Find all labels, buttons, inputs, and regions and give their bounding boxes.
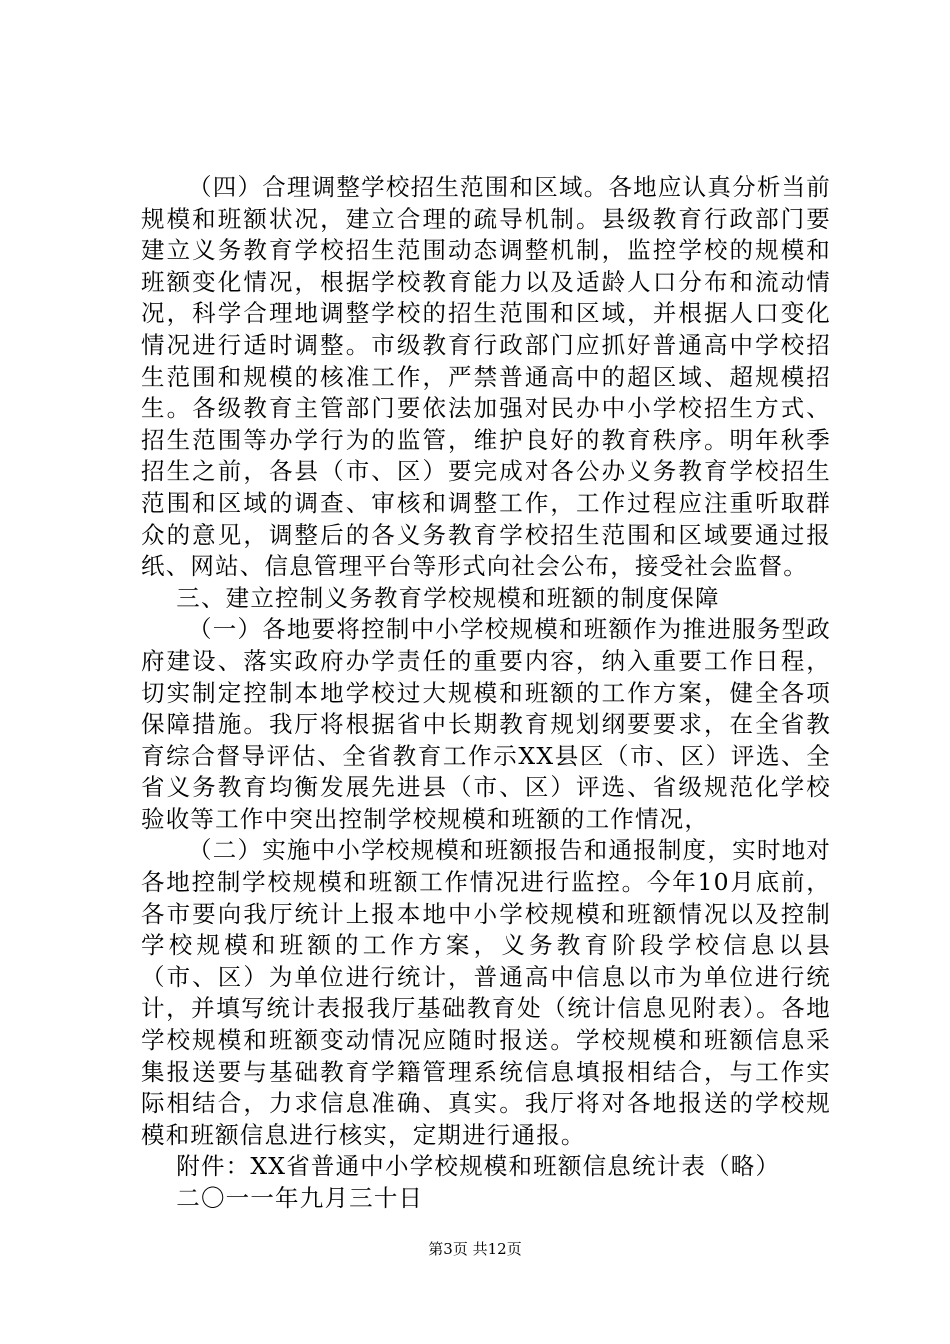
paragraph-enrollment-scope: （四）合理调整学校招生范围和区域。各地应认真分析当前规模和班额状况，建立合理的疏导机制。县级教育行政部门要建立义务教育学校招生范围动态调整机制，监控学校的规模和班额变化情况，根据学校教育能力以及适龄人口分布和流动情况，科学合理地调整学校的招生范围和区域，并根据人口变化情况进行适时调整。市级教育行政部门应抓好普通高中学校招生范围和规模的核准工作，严禁普通高中的超区域、超规模招生。各级教育主管部门要依法加强对民办中小学校招生方式、招生范围等办学行为的监管，维护良好的教育秩序。明年秋季招生之前，各县（市、区）要完成对各公办义务教育学校招生范围和区域的调查、审核和调整工作，工作过程应注重听取群众的意见，调整后的各义务教育学校招生范围和区域要通过报纸、网站、信息管理平台等形式向社会公布，接受社会监督。 (141, 173, 831, 581)
document-body (141, 172, 831, 1215)
page-footer: 第3页 共12页 (428, 1240, 522, 1258)
section-heading: 三、建立控制义务教育学校规模和班额的制度保障 (176, 583, 720, 612)
paragraph-government-responsibility: （一）各地要将控制中小学校规模和班额作为推进服务型政府建设、落实政府办学责任的重要内容，纳入重要工作日程，切实制定控制本地学校过大规模和班额的工作方案，健全各项保障措施。我厅将根据省中长期教育规划纲要要求，在全省教育综合督导评估、全省教育工作示XX县区（市、区）评选、全省义务教育均衡发展先进县（市、区）评选、省级规范化学校验收等工作中突出控制学校规模和班额的工作情况， (141, 615, 831, 833)
document-date: 二〇一一年九月三十日 (176, 1184, 424, 1212)
attachment-line: 附件：XX省普通中小学校规模和班额信息统计表（略） (176, 1152, 781, 1181)
paragraph-reporting-system: （二）实施中小学校规模和班额报告和通报制度，实时地对各地控制学校规模和班额工作情况进行监控。今年10月底前，各市要向我厅统计上报本地中小学校规模和班额情况以及控制学校规模和班额的工作方案，义务教育阶段学校信息以县（市、区）为单位进行统计，普通高中信息以市为单位进行统计，并填写统计表报我厅基础教育处（统计信息见附表）。各地学校规模和班额变动情况应随时报送。学校规模和班额信息采集报送要与基础教育学籍管理系统信息填报相结合，与工作实际相结合，力求信息准确、真实。我厅将对各地报送的学校规模和班额信息进行核实，定期进行通报。 (141, 836, 831, 1149)
